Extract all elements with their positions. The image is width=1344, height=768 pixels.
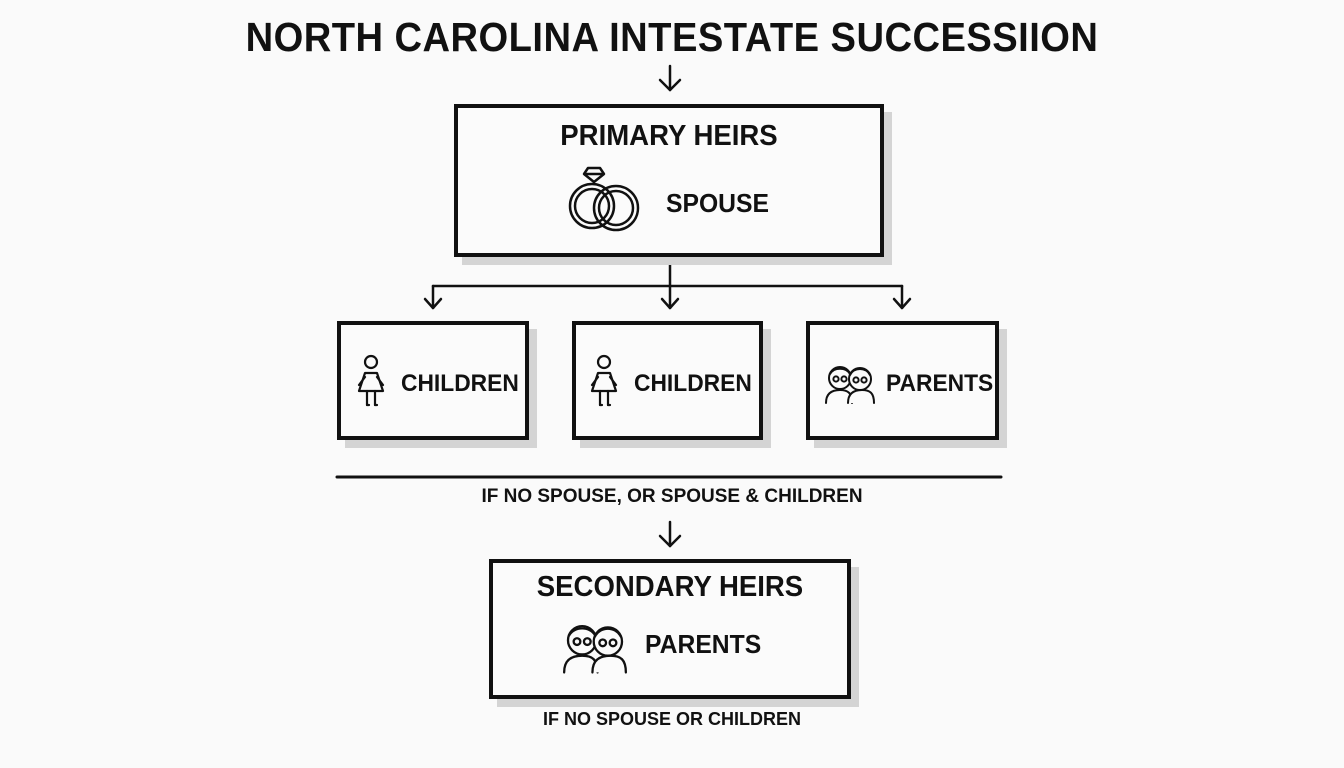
primary-heirs-heading: PRIMARY HEIRS	[560, 120, 778, 152]
children-label-2: CHILDREN	[634, 370, 752, 397]
child-icon	[588, 355, 620, 409]
children-box-1	[337, 321, 529, 440]
parents-label-secondary: PARENTS	[645, 629, 762, 659]
condition-note-2: IF NO SPOUSE OR CHILDREN	[542, 709, 802, 729]
children-label-1: CHILDREN	[401, 370, 519, 397]
primary-heirs-box	[454, 104, 884, 257]
secondary-heirs-heading: SECONDARY HEIRS	[536, 571, 804, 603]
children-box-2	[572, 321, 763, 440]
secondary-heirs-box	[489, 559, 851, 699]
child-icon	[355, 355, 387, 409]
diagram-title: NORTH CAROLINA INTESTATE SUCCESSIION	[245, 14, 1099, 60]
parents-box	[806, 321, 999, 440]
spouse-label: SPOUSE	[666, 188, 769, 218]
parents-label-row: PARENTS	[886, 370, 994, 397]
parents-icon	[559, 621, 631, 675]
wedding-rings-icon	[564, 164, 648, 234]
condition-note-1: IF NO SPOUSE, OR SPOUSE & CHILDREN	[481, 486, 863, 507]
parents-icon	[822, 363, 878, 405]
